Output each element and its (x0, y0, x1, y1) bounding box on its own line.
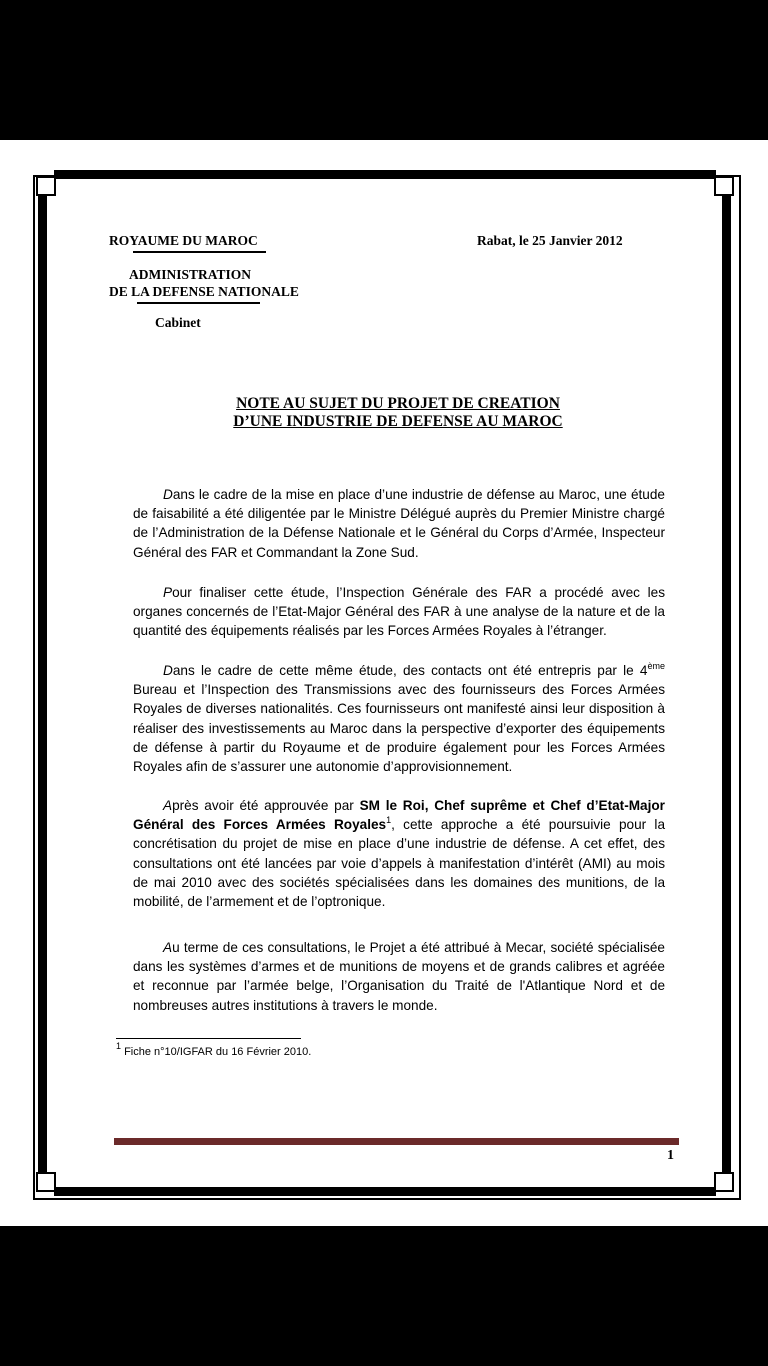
heading-rule (133, 251, 266, 253)
paragraph-5 (133, 938, 665, 1015)
border-corner (36, 1172, 56, 1192)
page-border-bottom (54, 1187, 716, 1196)
date-line: Rabat, le 25 Janvier 2012 (477, 233, 623, 248)
admin-heading-line2: DE LA DEFENSE NATIONALE (109, 284, 299, 299)
footnote-text: Fiche n°10/IGFAR du 16 Février 2010. (121, 1046, 312, 1058)
footer-bar (114, 1138, 679, 1145)
footnote-separator (116, 1038, 301, 1039)
paragraph-4 (133, 796, 665, 911)
paragraph-text: u terme de ces consultations, le Projet a été attribué à Mecar, société spécialisée dans les systèmes d’armes et de munitions de moyens et de grands calibres et agréée et reconnue par l’armée belge, l’Organisation du Traité de l'Atlantique Nord et de nombreuses autres institutions à travers le monde. (133, 940, 665, 1013)
drop-initial: A (163, 798, 173, 813)
paragraph-text: , cette approche a été poursuivie pour la concrétisation du projet de mise en place d’une industrie de défense. A cet effet, des consultations ont été lancées par voie d’appels à manifestation d’intérêt (AMI) au mois de mai 2010 avec des sociétés spécialisées dans les domaines des munitions, de la mobilité, de l’armement et de l’optronique. (133, 817, 665, 910)
superscript: ème (647, 661, 665, 671)
page-border-top (54, 170, 716, 179)
page-number: 1 (667, 1148, 674, 1163)
bold-text: SM le Roi, Chef suprême et Chef d’Etat-Major Général des Forces Armées Royales (133, 798, 665, 833)
footnote-reference: 1 (386, 815, 392, 826)
paragraph-text: ans le cadre de la mise en place d’une industrie de défense au Maroc, une étude de faisabilité a été diligentée par le Ministre Délégué auprès du Premier Ministre chargé de l’Administration de la Défense Nationale et le Général du Corps d’Armée, Inspecteur Général des FAR et Commandant la Zone Sud. (133, 487, 665, 560)
title-line2: D’UNE INDUSTRIE DE DEFENSE AU MAROC (233, 413, 563, 430)
paragraph-2 (133, 583, 665, 641)
paragraph-text: ans le cadre de cette même étude, des contacts ont été entrepris par le 4 (172, 663, 648, 678)
heading-rule (137, 302, 260, 304)
footnote-mark: 1 (116, 1041, 122, 1051)
cabinet-label: Cabinet (155, 315, 201, 330)
border-corner (714, 1172, 734, 1192)
border-corner (714, 176, 734, 196)
drop-initial: D (163, 663, 173, 678)
footnote (116, 1041, 312, 1058)
document-title (140, 395, 656, 431)
drop-initial: A (163, 940, 173, 955)
border-corner (36, 176, 56, 196)
paragraph-3 (133, 661, 665, 776)
paragraph-1 (133, 485, 665, 562)
document-page (0, 140, 768, 1226)
page-border-right (722, 194, 731, 1186)
paragraph-text: our finaliser cette étude, l’Inspection Générale des FAR a procédé avec les organes concernés de l’Etat-Major Général des FAR à une analyse de la nature et de la quantité des équipements réalisés par les Forces Armées Royales à l’étranger. (133, 585, 665, 639)
admin-heading-line1: ADMINISTRATION (129, 267, 252, 282)
title-line1: NOTE AU SUJET DU PROJET DE CREATION (236, 395, 560, 412)
drop-initial: D (163, 487, 173, 502)
paragraph-text: Bureau et l’Inspection des Transmissions avec des fournisseurs des Forces Armées Royales de diverses nationalités. Ces fournisseurs ont manifesté ainsi leur disposition à réaliser des investissements au Maroc dans la perspective d’exporter des équipements de défense à partir du Royaume et de produire également pour les Forces Armées Royales afin de s’assurer une autonomie d’approvisionnement. (133, 682, 665, 775)
drop-initial: P (163, 585, 173, 600)
page-border-left (38, 194, 47, 1186)
paragraph-text: près avoir été approuvée par (172, 798, 360, 813)
kingdom-heading: ROYAUME DU MAROC (109, 233, 258, 248)
